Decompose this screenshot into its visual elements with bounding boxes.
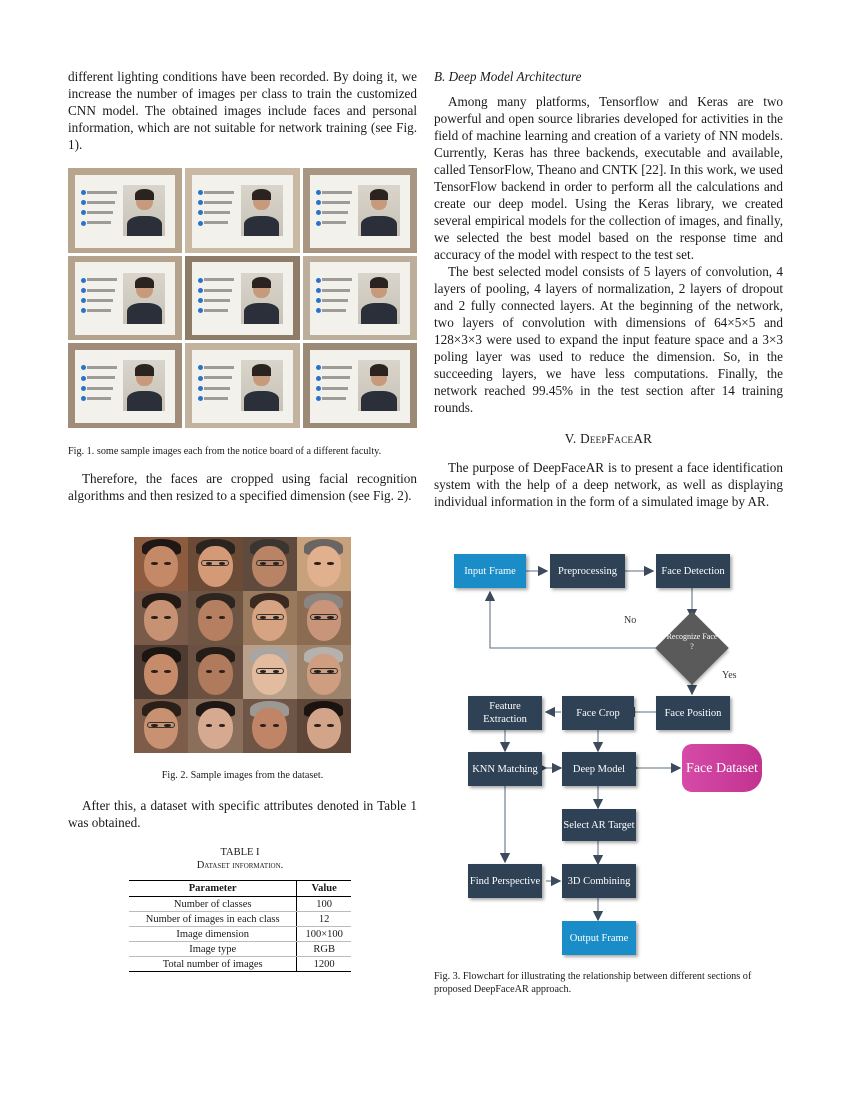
face-photo bbox=[134, 699, 188, 753]
table-cell-parameter: Number of images in each class bbox=[129, 912, 297, 927]
node-select-ar-target: Select AR Target bbox=[562, 809, 636, 841]
face-photo bbox=[297, 699, 351, 753]
node-preprocessing: Preprocessing bbox=[550, 554, 625, 588]
table-header-value: Value bbox=[297, 881, 351, 897]
notice-board-photo bbox=[303, 168, 417, 253]
face-photo bbox=[188, 591, 242, 645]
figure-3-flowchart bbox=[440, 548, 780, 958]
node-face-crop: Face Crop bbox=[562, 696, 634, 730]
node-face-position: Face Position bbox=[656, 696, 730, 730]
node-face-detection: Face Detection bbox=[656, 554, 730, 588]
left-column-middle bbox=[68, 470, 417, 504]
table-row bbox=[129, 927, 351, 942]
table-header-row bbox=[129, 881, 351, 897]
table-cell-parameter: Image dimension bbox=[129, 927, 297, 942]
table-row bbox=[129, 957, 351, 972]
notice-board-photo bbox=[68, 256, 182, 341]
table-label: TABLE I bbox=[220, 847, 260, 858]
dataset-table bbox=[129, 880, 351, 972]
face-photo bbox=[188, 537, 242, 591]
table-header-parameter: Parameter bbox=[129, 881, 297, 897]
figure-3-caption: Fig. 3. Flowchart for illustrating the relationship between different sections of proposed DeepFaceAR approach. bbox=[434, 971, 752, 995]
table-cell-value: RGB bbox=[297, 942, 351, 957]
node-deep-model: Deep Model bbox=[562, 752, 636, 786]
node-feature-extraction: Feature Extraction bbox=[468, 696, 542, 730]
subsection-heading: B. Deep Model Architecture bbox=[434, 69, 582, 84]
node-face-dataset: Face Dataset bbox=[682, 744, 762, 792]
table-cell-value: 100 bbox=[297, 897, 351, 912]
table-row bbox=[129, 897, 351, 912]
left-column bbox=[68, 68, 417, 153]
table-1 bbox=[129, 846, 351, 972]
left-paragraph-2: Therefore, the faces are cropped using facial recognition algorithms and then resized to a specified dimension (see Fig. 2). bbox=[68, 471, 417, 503]
face-photo bbox=[188, 699, 242, 753]
table-cell-parameter: Image type bbox=[129, 942, 297, 957]
face-photo bbox=[243, 699, 297, 753]
table-row bbox=[129, 912, 351, 927]
face-photo bbox=[243, 537, 297, 591]
label-no: No bbox=[624, 615, 637, 626]
left-paragraph-3: After this, a dataset with specific attributes denoted in Table 1 was obtained. bbox=[68, 798, 417, 830]
right-column bbox=[434, 68, 783, 510]
left-paragraph-1: different lighting conditions have been recorded. By doing it, we increase the number of images per class to train the customized CNN model. The obtained images include faces and personal information, which are not suitable for network training (see Fig. 1). bbox=[68, 69, 417, 152]
table-cell-value: 12 bbox=[297, 912, 351, 927]
figure-2-face-grid bbox=[134, 537, 351, 753]
node-knn-matching: KNN Matching bbox=[468, 752, 542, 786]
face-photo bbox=[297, 537, 351, 591]
face-photo bbox=[243, 645, 297, 699]
notice-board-photo bbox=[185, 168, 299, 253]
left-column-bottom bbox=[68, 797, 417, 831]
node-recognize-face-label: Recognize Face ? bbox=[666, 632, 718, 651]
table-cell-value: 100×100 bbox=[297, 927, 351, 942]
notice-board-photo bbox=[68, 168, 182, 253]
face-photo bbox=[134, 645, 188, 699]
face-photo bbox=[297, 645, 351, 699]
face-photo bbox=[134, 537, 188, 591]
label-yes: Yes bbox=[722, 670, 737, 681]
table-title: Dataset information. bbox=[196, 860, 284, 871]
figure-1-caption: Fig. 1. some sample images each from the notice board of a different faculty. bbox=[68, 446, 382, 457]
notice-board-photo bbox=[68, 343, 182, 428]
notice-board-photo bbox=[185, 256, 299, 341]
right-paragraph-3: The purpose of DeepFaceAR is to present a face identification system with the help of a deep network, as well as displaying individual information in the form of a simulated image by AR. bbox=[434, 460, 783, 509]
section-heading: V. DeepFaceAR bbox=[564, 431, 653, 446]
notice-board-photo bbox=[303, 343, 417, 428]
face-photo bbox=[297, 591, 351, 645]
node-output-frame: Output Frame bbox=[562, 921, 636, 955]
face-photo bbox=[134, 591, 188, 645]
right-paragraph-2: The best selected model consists of 5 layers of convolution, 4 layers of pooling, 4 layers of normalization, 2 layers of dropout and 2 fully connected layers. At the beginning of the network, two layers of convolution with dimensions of 64×5×5 and 128×3×3 were used to expand the input feature space and a 3×3 poling layer was used to reduce the dimension. So, in the succeeding layers, we have less computations. Finally, the network reached 99.45% in the test section after 14 training rounds. bbox=[434, 264, 783, 415]
right-paragraph-1: Among many platforms, Tensorflow and Keras are two powerful and open source libraries developed for activities in the field of machine learning and creation of a variety of NN models. Currently, Keras has three backends, executable and available, called TensorFlow, Theano and CNTK [22]. In this work, we used TensorFlow backend in order to perform all the calculations and create our deep model. Using the Keras library, we created several empirical models for the collection of images, and finally, we selected the best model based on the response time and accuracy of the model with respect to the test set. bbox=[434, 94, 783, 262]
node-input-frame: Input Frame bbox=[454, 554, 526, 588]
node-find-perspective: Find Perspective bbox=[468, 864, 542, 898]
notice-board-photo bbox=[185, 343, 299, 428]
table-cell-parameter: Number of classes bbox=[129, 897, 297, 912]
table-cell-value: 1200 bbox=[297, 957, 351, 972]
figure-1-notice-boards bbox=[68, 168, 417, 428]
face-photo bbox=[188, 645, 242, 699]
figure-2-caption: Fig. 2. Sample images from the dataset. bbox=[161, 770, 324, 781]
node-3d-combining: 3D Combining bbox=[562, 864, 636, 898]
face-photo bbox=[243, 591, 297, 645]
table-row bbox=[129, 942, 351, 957]
notice-board-photo bbox=[303, 256, 417, 341]
table-cell-parameter: Total number of images bbox=[129, 957, 297, 972]
